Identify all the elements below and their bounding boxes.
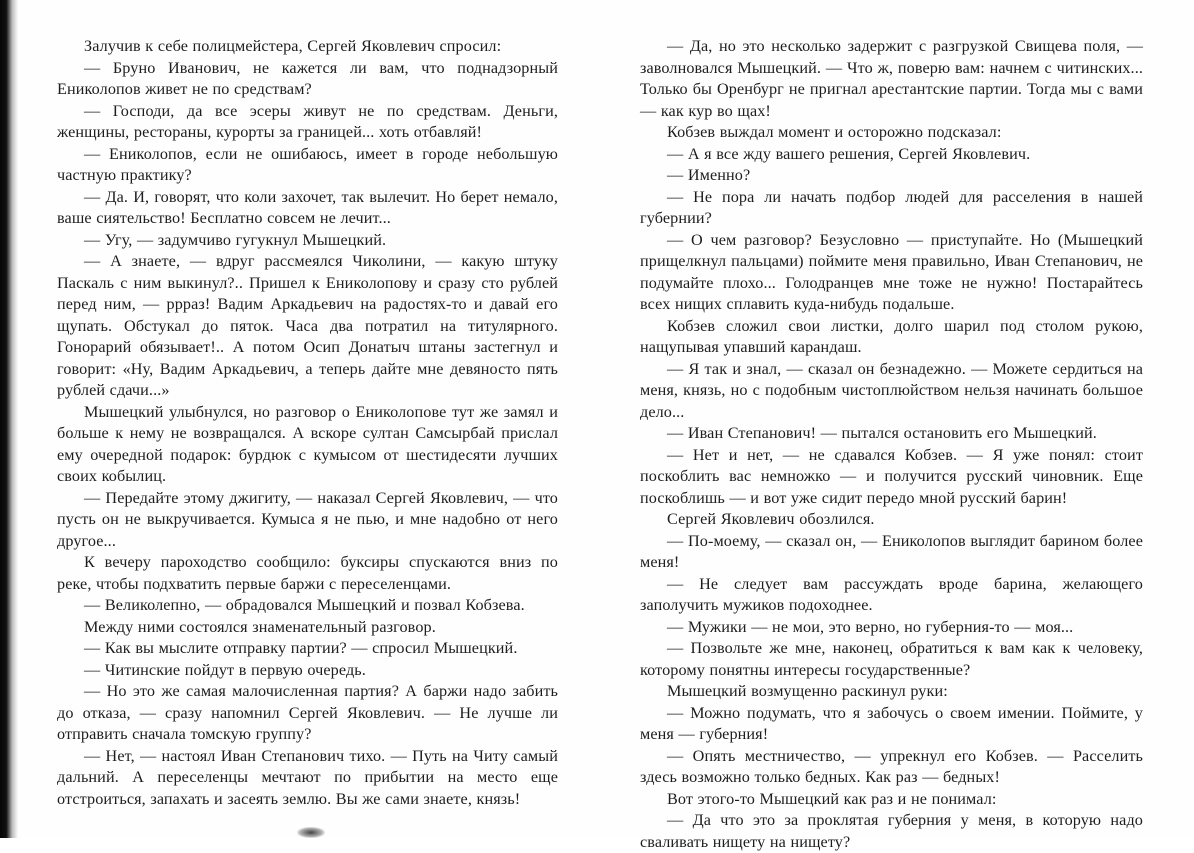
paragraph: Мышецкий улыбнулся, но разговор о Ениколопове тут же замял и больше к нему не возвращался. А вскоре султан Самсырбай прислал ему очередной подарок: бурдюк с кумысом от шестидесяти лучших своих кобылиц. [57,402,558,485]
paragraph: К вечеру пароходство сообщило: буксиры спускаются вниз по реке, чтобы подхватить первые баржи с переселенцами. [57,553,558,593]
paragraph: Кобзев сложил свои листки, долго шарил под столом рукою, нащупывая упавший карандаш. [640,316,1143,356]
paragraph: — Ениколопов, если не ошибаюсь, имеет в городе небольшую частную практику? [57,144,558,184]
paragraph: — Именно? [667,166,751,184]
paragraph: — Как вы мыслите отправку партии? — спросил Мышецкий. [84,639,518,657]
paragraph: — Позвольте же мне, наконец, обратиться к вам как к человеку, которому понятны интересы государственные? [640,639,1143,679]
paragraph: — Читинские пойдут в первую очередь. [84,660,366,679]
paragraph: — О чем разговор? Безусловно — приступайте. Но (Мышецкий прищелкнул пальцами) поймите меня правильно, Иван Степанович, не подумайте плохо... Голодранцев мне тоже не нужно! Постарайтесь всех нищих сплавить куда-нибудь подальше. [640,230,1143,313]
paragraph: — Опять местничество, — упрекнул его Кобзев. — Расселить здесь возможно только бедных. Как раз — бедных! [640,746,1143,786]
paragraph: — Угу, — задумчиво гугукнул Мышецкий. [84,230,387,249]
left-page [57,36,558,810]
paragraph: — Да что это за проклятая губерния у меня, в которую надо сваливать нищету на нищету? [640,811,1143,851]
paragraph: — А знаете, — вдруг рассмеялся Чиколини, — какую штуку Паскаль с ним выкинул?.. Пришел к Ениколопову и сразу сто рублей перед ним, — ррраз! Вадим Аркадьевич на радостях-то и давай его щупать. Обстукал до пяток. Часа два потратил на титулярного. Гонорарий обязывает!.. А потом Осип Донатыч штаны застегнул и говорит: «Ну, Вадим Аркадьевич, а теперь дайте мне девяносто пять рублей сдачи...» [57,252,558,399]
paragraph: — Иван Степанович! — пытался остановить его Мышецкий. [667,424,1097,442]
paragraph: — Можно подумать, что я забочусь о своем имении. Поймите, у меня — губерния! [640,703,1143,743]
paragraph: — Да, но это несколько задержит с разгрузкой Свищева поля, — заволновался Мышецкий. — Что ж, поверю вам: начнем с читинских... Только бы Оренбург не пригнал арестантские партии. Тогда мы с вами — как кур во щах! [640,37,1143,120]
paragraph: — Я так и знал, — сказал он безнадежно. — Можете сердиться на меня, князь, но с подобным чистоплюйством нельзя начинать большое дело... [640,359,1143,421]
paragraph: Мышецкий возмущенно раскинул руки: [667,682,948,700]
paragraph: — Нет и нет, — не сдавался Кобзев. — Я уже понял: стоит поскоблить вас немножко — и получится русский чиновник. Еще поскоблишь — и вот уже сидит передо мной русский барин! [640,445,1143,507]
paragraph: — А я все жду вашего решения, Сергей Яковлевич. [667,144,1031,163]
left-edge-shadow [0,0,18,838]
paragraph: — Но это же самая малочисленная партия? А баржи надо забить до отказа, — сразу напомнил Сергей Яковлевич. — Не лучше ли отправить сначала томскую группу? [57,682,558,743]
paragraph: — Не пора ли начать подбор людей для расселения в нашей губернии? [640,187,1143,227]
paragraph: Залучив к себе полицмейстера, Сергей Яковлевич спросил: [84,37,502,55]
paragraph: — Господи, да все эсеры живут не по средствам. Деньги, женщины, рестораны, курорты за границей... хоть отбавляй! [57,101,558,141]
paragraph: Кобзев выждал момент и осторожно подсказал: [667,123,1002,141]
paragraph: Вот этого-то Мышецкий как раз и не понимал: [667,789,997,808]
paragraph: Сергей Яковлевич обозлился. [667,510,875,528]
paragraph: — Передайте этому джигиту, — наказал Сергей Яковлевич, — что пусть он не выкручивается. Кумыса я не пью, и мне надобно от него другое... [57,488,558,550]
right-page [640,36,1143,853]
paragraph: — Нет, — настоял Иван Степанович тихо. — Путь на Читу самый дальний. А переселенцы мечтают по прибытии на место еще отстроиться, запахать и засеять землю. Вы же сами знаете, князь! [57,746,558,808]
paragraph: — Мужики — не мои, это верно, но губерния-то — моя... [667,617,1074,636]
paragraph: — Не следует вам рассуждать вроде барина, желающего заполучить мужиков подоходнее. [640,574,1143,614]
paragraph: — По-моему, — сказал он, — Ениколопов выглядит барином более меня! [640,531,1143,571]
paragraph: — Да. И, говорят, что коли захочет, так вылечит. Но берет немало, ваше сиятельство! Бесплатно совсем не лечит... [57,187,558,227]
paragraph: — Великолепно, — обрадовался Мышецкий и позвал Кобзева. [84,596,525,614]
paragraph: — Бруно Иванович, не кажется ли вам, что поднадзорный Ениколопов живет не по средствам? [57,58,558,98]
paragraph: Между ними состоялся знаменательный разговор. [84,617,436,636]
page-number-smudge [297,827,325,838]
